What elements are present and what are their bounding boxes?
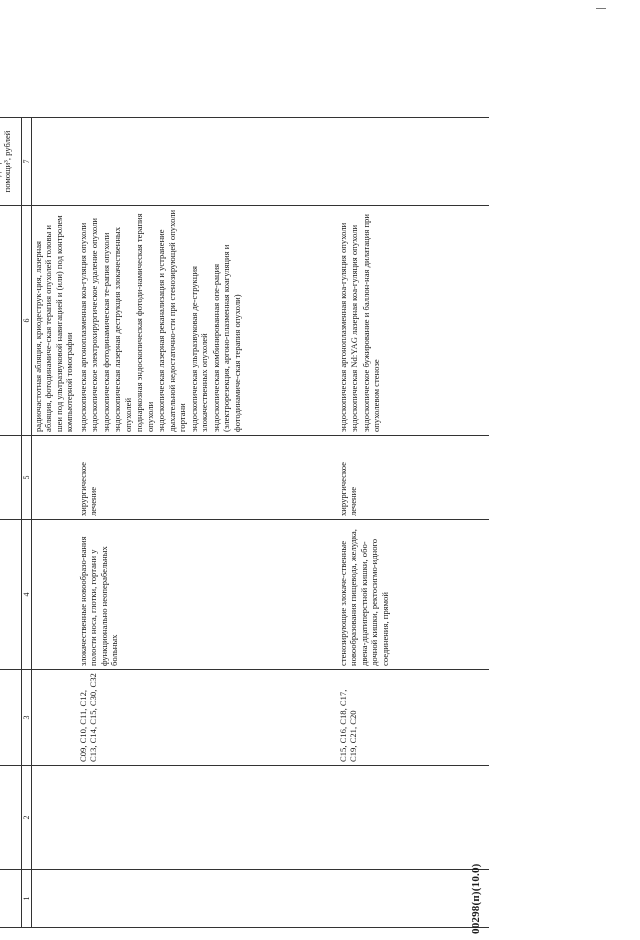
method-item: поднаркозная эндоскопическая фотоди-намическая терапия опухоли <box>134 213 155 432</box>
cell-codes: C09, C10, C11, C12, C13, C14, C15, C30, C32 <box>77 670 337 766</box>
column-number: 3 <box>22 670 32 766</box>
cell-norm <box>337 118 489 206</box>
table-row <box>77 118 337 928</box>
cell-methods <box>77 206 337 436</box>
table-row <box>32 118 77 928</box>
method-item: эндоскопическая комбинированная опе-рация (электрорезекция, аргоно-плазменная коагуляция и фотодинамиче-ская терапия опухоли) <box>210 244 242 432</box>
method-item: эндоскопическая ультразвуковая де-струкция злокачественных опухолей <box>188 266 210 432</box>
cell-group <box>337 870 489 928</box>
method-item: эндоскопическая лазерная реканализация и устранение дыхательной недостаточно-сти при стенозирующей опухоли гортани <box>156 209 188 432</box>
method-item: эндоскопическая аргоноплазменная коа-гуляция опухоли <box>77 222 88 432</box>
cell-model: злокачественные новообразо-вания полости носа, глотки, гортани у функционально неоперабельных больных <box>77 520 337 670</box>
header-patient-model <box>0 520 22 670</box>
cell-group <box>77 870 337 928</box>
rotated-page <box>0 100 490 940</box>
cell-methods <box>32 206 77 436</box>
method-item: радиочастотная абляция, криодеструк-ция, лазерная абляция, фотодинамиче-ская терапия опухолей головы и шеи под ультразвуковой навигацией и (или) под контролем компьютерной томографии <box>33 215 75 432</box>
column-number: 1 <box>22 870 32 928</box>
table-row <box>337 118 489 928</box>
cell-name <box>337 766 489 870</box>
cell-treatment-type: хирургическое лечение <box>337 436 489 520</box>
cell-treatment-type: хирургическое лечение <box>77 436 337 520</box>
cell-group <box>32 870 77 928</box>
method-item: эндоскопическое бужирование и баллон-ная дилатация при опухолевом стенозе <box>360 214 382 432</box>
cell-methods <box>337 206 489 436</box>
cell-codes <box>32 670 77 766</box>
column-number: 4 <box>22 520 32 670</box>
document-code: 00298(п)(10.0) <box>470 863 482 934</box>
method-item: эндоскопическая Nd:YAG лазерная коа-гуляция опухоли <box>349 224 360 432</box>
header-group-number <box>0 870 22 928</box>
header-icd-codes <box>0 670 22 766</box>
method-item: эндоскопическая аргоноплазменная коа-гуляция опухоли <box>337 222 348 432</box>
column-number: 5 <box>22 436 32 520</box>
vmp-table <box>0 117 489 928</box>
top-edge-mark <box>596 8 606 9</box>
column-number: 2 <box>22 766 32 870</box>
cell-model <box>32 520 77 670</box>
column-number: 7 <box>22 118 32 206</box>
method-item: эндоскопическое электрохирургическое удаление опухоли <box>89 217 100 432</box>
cell-model: стенозирующие злокаче-ственные новообразования пищевода, желудка, двена-дцатиперстной кишки, обо-дочной кишки, ректосигмо-идного соединения, прямой <box>337 520 489 670</box>
cell-norm <box>77 118 337 206</box>
header-vmp-name <box>0 766 22 870</box>
cell-treatment-type <box>32 436 77 520</box>
cell-name <box>77 766 337 870</box>
header-treatment-method <box>0 206 22 436</box>
method-item: эндоскопическая фотодинамическая те-рапия опухоли <box>100 232 111 432</box>
column-number-row <box>22 118 32 928</box>
column-number: 6 <box>22 206 32 436</box>
header-treatment-type <box>0 436 22 520</box>
method-item: эндоскопическая лазерная деструкция злокачественных опухолей <box>112 226 133 432</box>
cell-name <box>32 766 77 870</box>
cell-codes: C15, C16, C18, C17, C19, C21, C20 <box>337 670 489 766</box>
header-row <box>0 118 22 928</box>
cell-norm <box>32 118 77 206</box>
header-cost-norm: помощи³, рублей <box>0 118 22 206</box>
